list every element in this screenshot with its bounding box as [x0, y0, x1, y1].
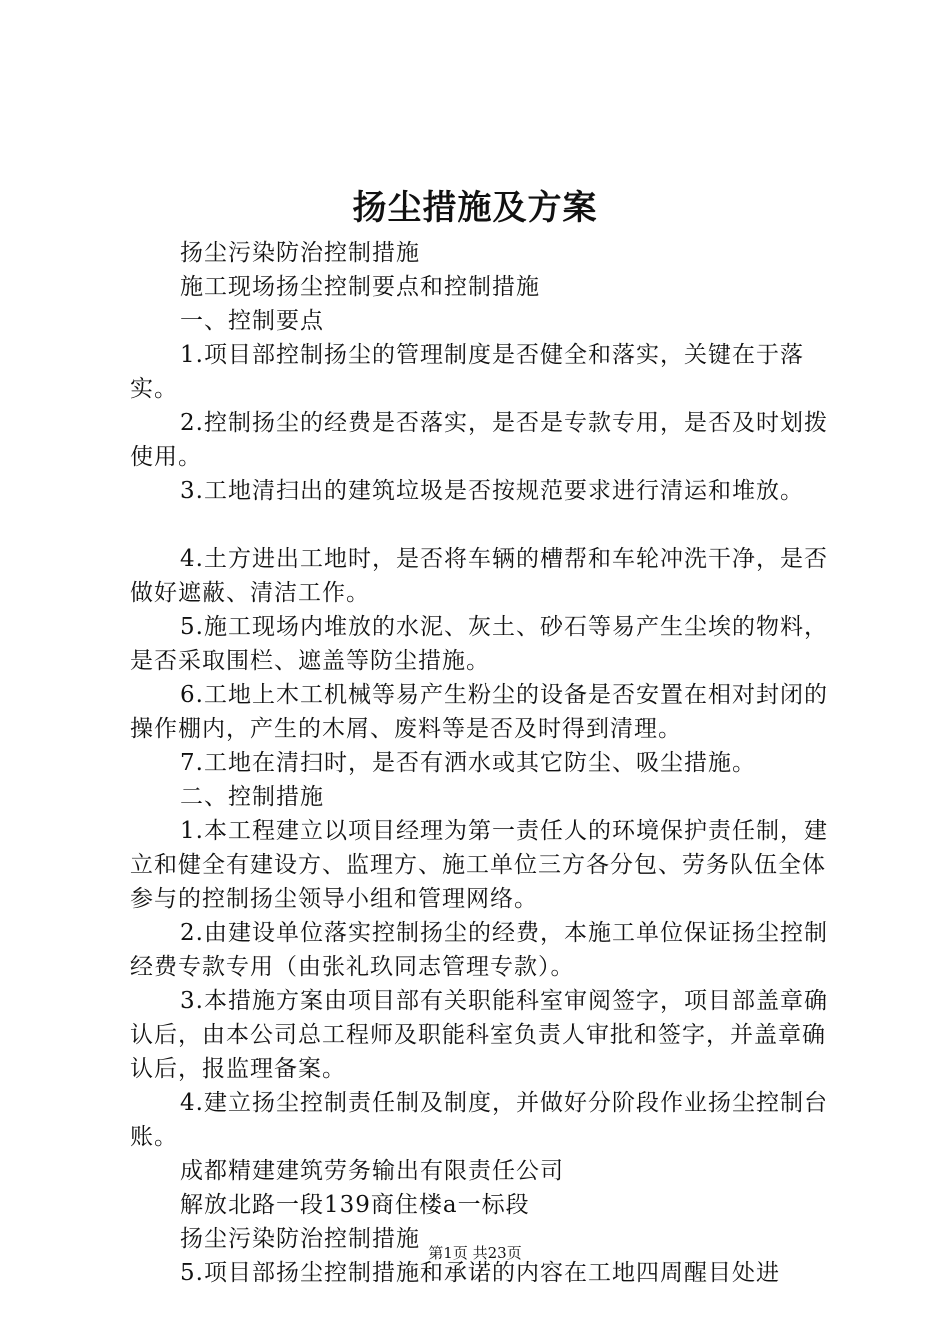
document-title: 扬尘措施及方案	[352, 188, 598, 228]
paragraph: 2.由建设单位落实控制扬尘的经费，本施工单位保证扬尘控制经费专款专用（由张礼玖同志管理专款）。	[130, 920, 828, 980]
company-name: 成都精建建筑劳务输出有限责任公司	[180, 1158, 564, 1184]
paragraph: 5.施工现场内堆放的水泥、灰土、砂石等易产生尘埃的物料，是否采取围栏、遮盖等防尘措施。	[130, 614, 828, 674]
paragraph: 3.本措施方案由项目部有关职能科室审阅签字，项目部盖章确认后，由本公司总工程师及职能科室负责人审批和签字，并盖章确认后，报监理备案。	[130, 988, 828, 1082]
section-heading: 二、控制措施	[180, 784, 324, 810]
section-heading: 一、控制要点	[180, 308, 324, 334]
document-body	[130, 236, 842, 1290]
project-name: 解放北路一段139商住楼a一标段	[180, 1192, 530, 1218]
paragraph: 扬尘污染防治控制措施	[180, 1226, 420, 1252]
paragraph: 5.项目部扬尘控制措施和承诺的内容在工地四周醒目处进	[180, 1260, 780, 1286]
paragraph: 扬尘污染防治控制措施	[180, 240, 420, 266]
paragraph: 施工现场扬尘控制要点和控制措施	[180, 274, 540, 300]
paragraph: 2.控制扬尘的经费是否落实，是否是专款专用，是否及时划拨使用。	[130, 410, 828, 470]
paragraph: 4.土方进出工地时，是否将车辆的槽帮和车轮冲洗干净，是否做好遮蔽、清洁工作。	[130, 546, 828, 606]
paragraph: 1.项目部控制扬尘的管理制度是否健全和落实，关键在于落实。	[130, 342, 804, 402]
paragraph: 1.本工程建立以项目经理为第一责任人的环境保护责任制，建立和健全有建设方、监理方、施工单位三方各分包、劳务队伍全体参与的控制扬尘领导小组和管理网络。	[130, 818, 828, 912]
paragraph: 7.工地在清扫时，是否有洒水或其它防尘、吸尘措施。	[180, 750, 756, 776]
paragraph: 4.建立扬尘控制责任制及制度，并做好分阶段作业扬尘控制台账。	[130, 1090, 828, 1150]
paragraph: 6.工地上木工机械等易产生粉尘的设备是否安置在相对封闭的操作棚内，产生的木屑、废料等是否及时得到清理。	[130, 682, 828, 742]
page-footer: 第1页 共23页	[428, 1244, 522, 1262]
paragraph: 3.工地清扫出的建筑垃圾是否按规范要求进行清运和堆放。	[180, 478, 804, 504]
